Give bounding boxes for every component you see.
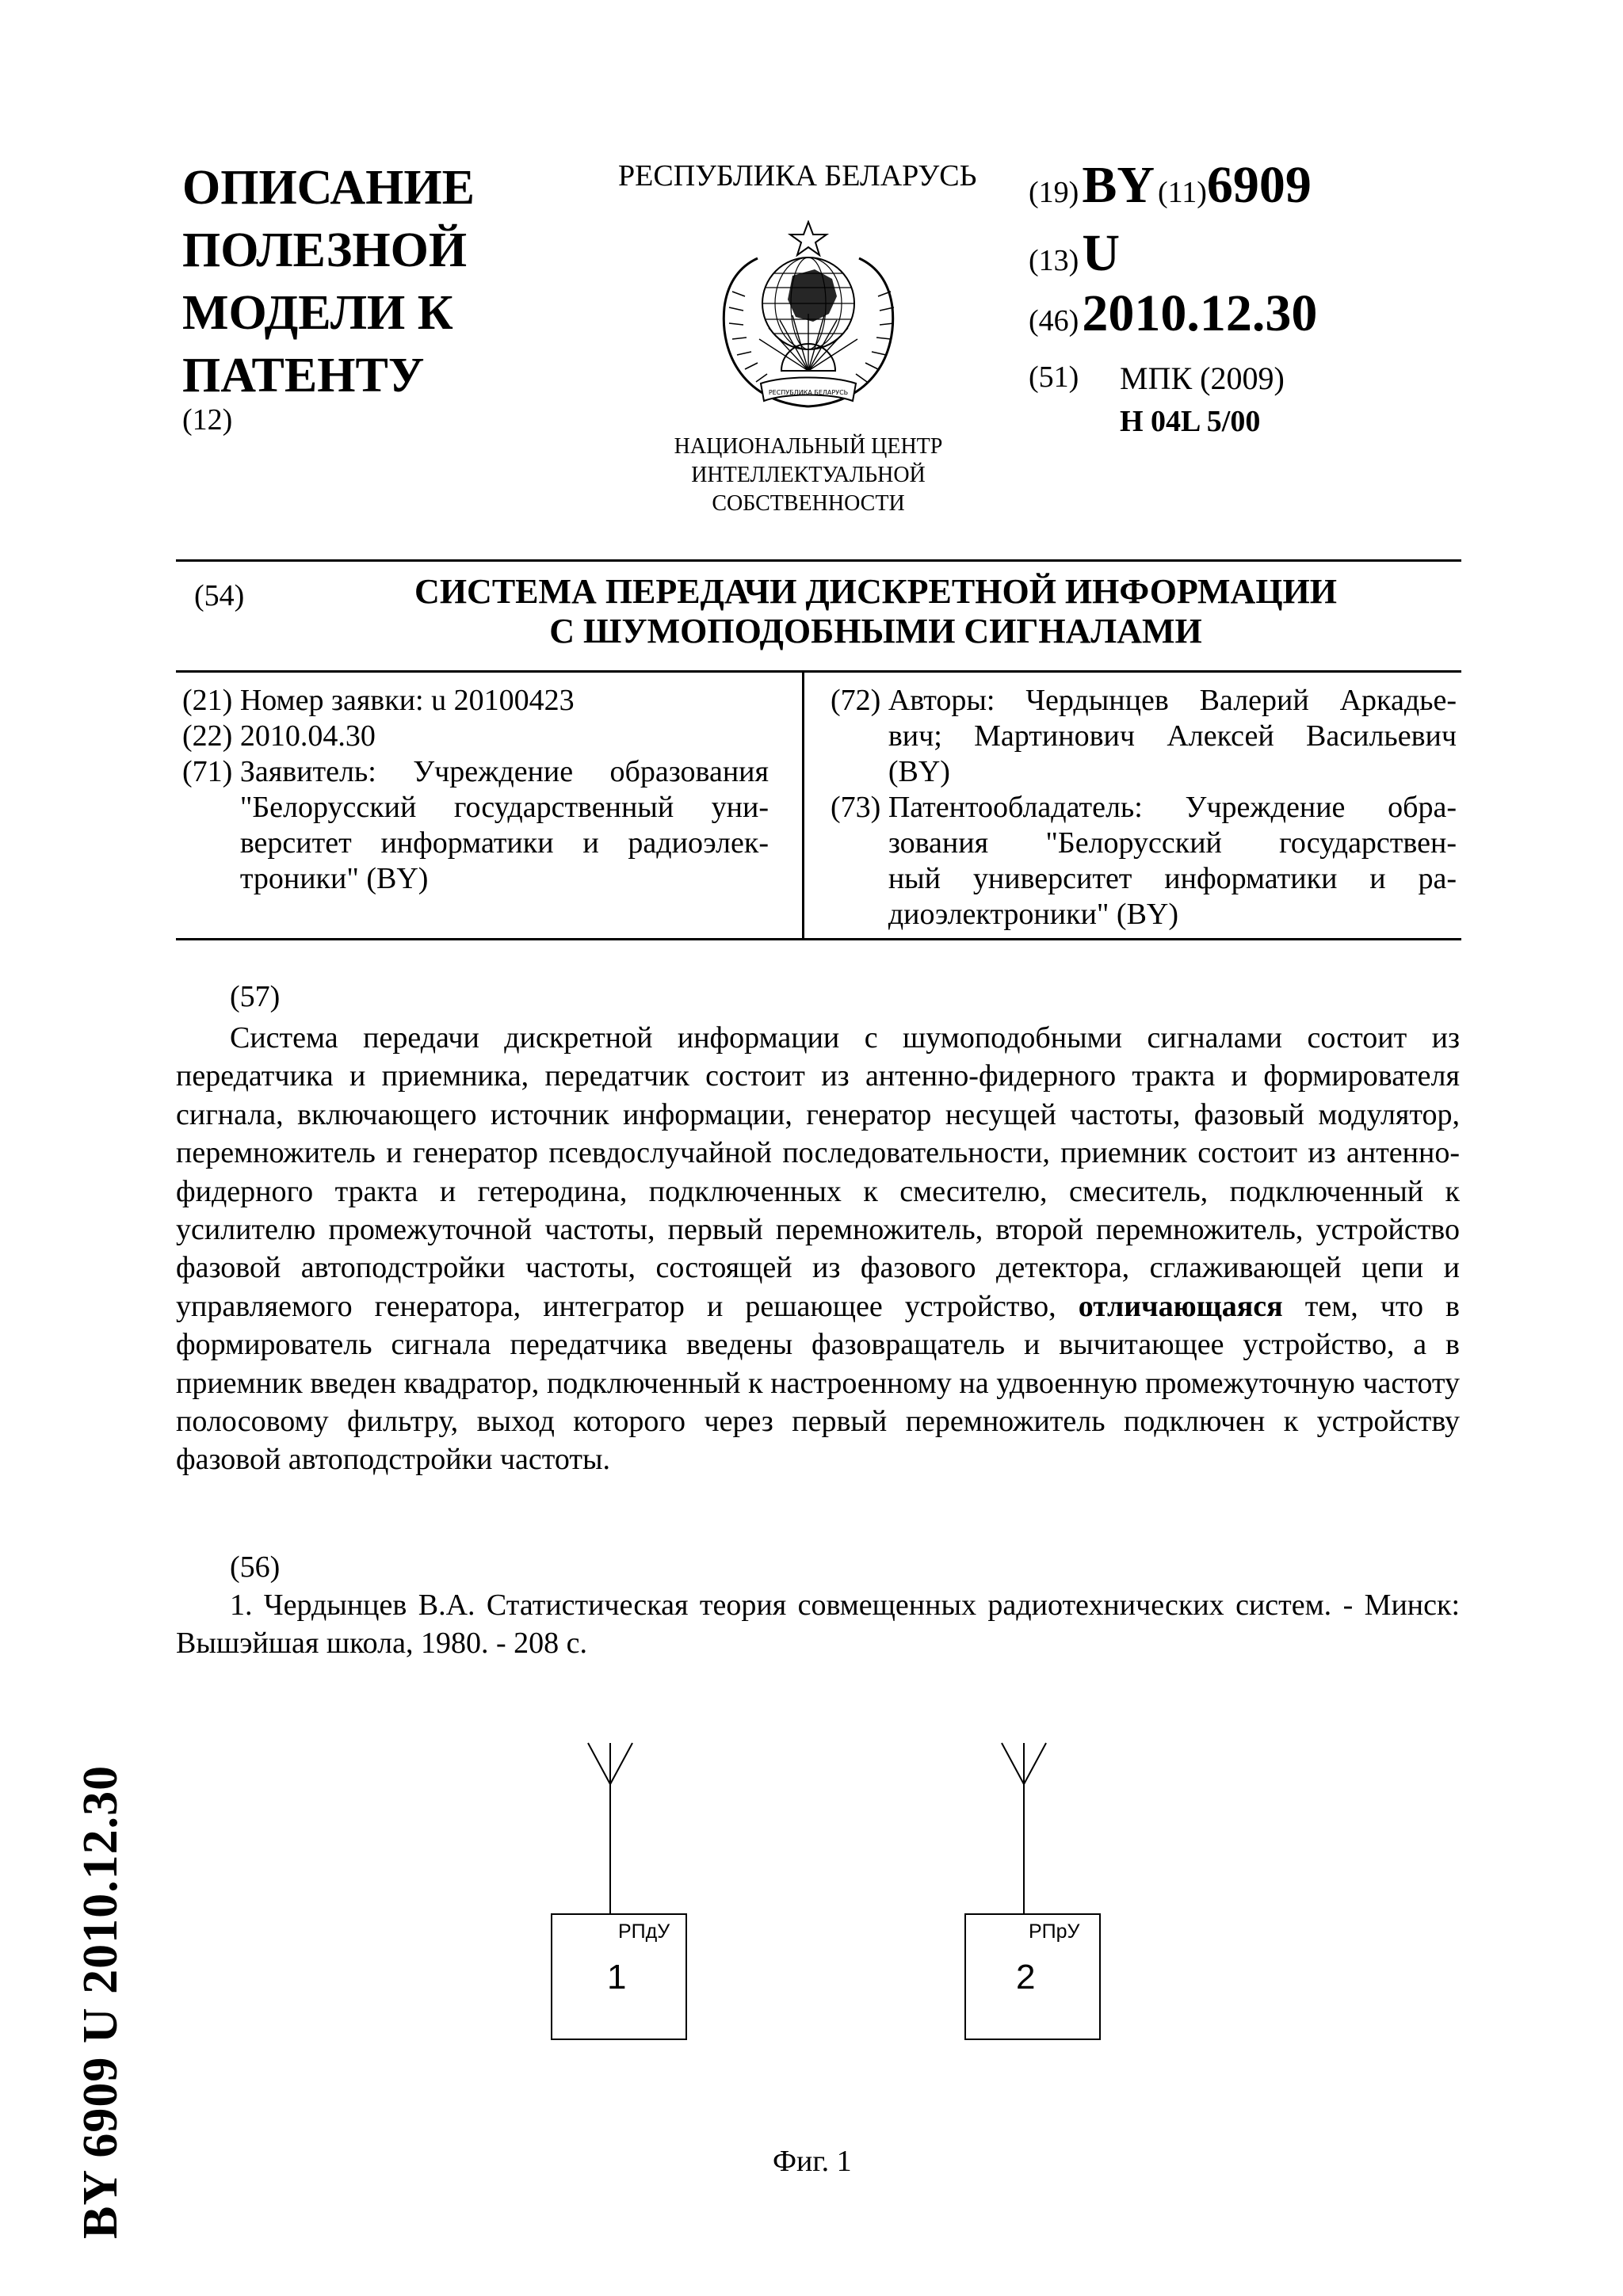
abstract-part-1: Система передачи дискретной информации с шумоподобными сигналами состоит из передатчика и приемника, передатчик состоит из антенно-фидерного тракта и формирователя сигнала, включающего источник информации, генератор несущей частоты, фазовый модулятор, перемножитель и генератор псевдослучайной последовательности, приемник состоит из антенно-фидерного тракта и гетеродина, подключенных к смесителю, смеситель, подключенный к усилителю промежуточной частоты, первый перемножитель, второй перемножитель, устройство фазовой автоподстройки частоты, состоящей из фазового детектора, сглаживающей цепи и управляемого генератора, интегратор и решающее устройство, xyxy=(176,1021,1460,1323)
inid-code-22: (22) xyxy=(182,719,240,753)
applicant-line-3: верситет информатики и радиоэлек- xyxy=(239,826,769,860)
antenna-2-icon xyxy=(1002,1743,1046,1914)
office-line-3: СОБСТВЕННОСТИ xyxy=(712,491,905,516)
patentee-line-1: Патентообладатель: Учреждение обра- xyxy=(888,791,1457,824)
authors-line-2: вич; Мартинович Алексей Васильевич xyxy=(888,719,1457,753)
patentee-line-4: диоэлектроники" (BY) xyxy=(888,898,1179,931)
inid-code-51: (51) xyxy=(1029,360,1079,394)
biblio-left-column xyxy=(182,683,769,897)
publication-date-line xyxy=(1029,284,1317,344)
office-line-2: ИНТЕЛЛЕКТУАЛЬНОЙ xyxy=(691,463,926,487)
national-center-name xyxy=(634,433,983,518)
abstract-distinguishing-word: отличающаяся xyxy=(1078,1289,1283,1323)
inid-code-54: (54) xyxy=(194,579,245,612)
biblio-right-column xyxy=(831,683,1457,933)
abstract-part-2: тем, что в формирователь сигнала передатчика введены фазовращатель и вычитающее устройство, а в приемник введен квадратор, подключенный к настроенному на удвоенную промежуточную частоту полосовому фильтру, выход которого через первый перемножитель подключен к устройству фазовой автоподстройки частоты. xyxy=(176,1289,1460,1477)
country-code: BY xyxy=(1082,156,1155,214)
application-number: Номер заявки: u 20100423 xyxy=(239,684,575,717)
state-emblem-icon xyxy=(713,220,903,428)
top-rule xyxy=(176,559,1461,562)
emblem-ribbon-text: РЕСПУБЛИКА БЕЛАРУСЬ xyxy=(768,389,849,396)
title-line-1: ОПИСАНИЕ xyxy=(182,161,475,215)
biblio-bottom-rule xyxy=(176,938,1461,940)
inid-code-56: (56) xyxy=(230,1550,281,1584)
country-name: РЕСПУБЛИКА БЕЛАРУСЬ xyxy=(618,159,977,193)
abstract-text xyxy=(176,1019,1460,1479)
document-type-title xyxy=(182,157,475,407)
inid-code-72: (72) xyxy=(831,684,888,717)
inid-code-73: (73) xyxy=(831,791,888,824)
patentee-line-3: ный университет информатики и ра- xyxy=(888,862,1457,895)
receiver-number: 2 xyxy=(1016,1958,1036,1997)
invention-title xyxy=(349,572,1403,651)
transmitter-number: 1 xyxy=(607,1958,627,1997)
inid-code-71: (71) xyxy=(182,755,240,788)
title-line-2: ПОЛЕЗНОЙ xyxy=(182,223,468,277)
kind-code: U xyxy=(1082,224,1120,282)
figure-1 xyxy=(507,1727,1157,2171)
applicant-entry xyxy=(182,754,769,897)
inid-code-13: (13) xyxy=(1029,244,1079,277)
title-line-3: МОДЕЛИ К xyxy=(182,286,453,340)
figure-caption: Фиг. 1 xyxy=(773,2145,852,2178)
filing-date-entry xyxy=(182,719,769,754)
kind-code-line xyxy=(1029,223,1120,284)
inid-code-21: (21) xyxy=(182,684,240,717)
inid-code-12: (12) xyxy=(182,403,233,437)
patent-number: 6909 xyxy=(1206,156,1312,214)
invention-title-line-1: СИСТЕМА ПЕРЕДАЧИ ДИСКРЕТНОЙ ИНФОРМАЦИИ xyxy=(414,572,1337,611)
authors-entry xyxy=(831,683,1457,790)
inid-code-57: (57) xyxy=(230,980,281,1013)
transmitter-label: РПдУ xyxy=(618,1920,670,1943)
publication-date: 2010.12.30 xyxy=(1082,284,1318,342)
ipc-class: H 04L 5/00 xyxy=(1120,405,1261,438)
receiver-label: РПрУ xyxy=(1029,1920,1080,1943)
inid-code-46: (46) xyxy=(1029,304,1079,338)
applicant-line-4: троники" (BY) xyxy=(239,862,429,895)
application-number-entry xyxy=(182,683,769,719)
applicant-line-2: "Белорусский государственный уни- xyxy=(239,791,769,824)
side-document-identifier: BY 6909 U 2010.12.30 xyxy=(74,1764,128,2239)
patentee-line-2: зования "Белорусский государствен- xyxy=(888,826,1457,860)
column-divider xyxy=(802,670,804,940)
authors-line-3: (BY) xyxy=(888,755,950,788)
ipc-label: МПК (2009) xyxy=(1120,360,1285,396)
inid-code-19: (19) xyxy=(1029,176,1079,209)
inid-code-11: (11) xyxy=(1158,176,1207,209)
applicant-line-1: Заявитель: Учреждение образования xyxy=(239,755,769,788)
authors-line-1: Авторы: Чердынцев Валерий Аркадье- xyxy=(888,684,1457,717)
antenna-1-icon xyxy=(588,1743,632,1914)
filing-date: 2010.04.30 xyxy=(239,719,376,753)
reference-item: 1. Чердынцев В.А. Статистическая теория совмещенных радиотехнических систем. - Минск: Вышэйшая школа, 1980. - 208 с. xyxy=(176,1589,1460,1660)
invention-title-line-2: С ШУМОПОДОБНЫМИ СИГНАЛАМИ xyxy=(549,612,1202,650)
title-bottom-rule xyxy=(176,670,1461,673)
patent-id-line xyxy=(1029,155,1312,215)
office-line-1: НАЦИОНАЛЬНЫЙ ЦЕНТР xyxy=(674,434,943,459)
patentee-entry xyxy=(831,790,1457,933)
title-line-4: ПАТЕНТУ xyxy=(182,349,425,402)
